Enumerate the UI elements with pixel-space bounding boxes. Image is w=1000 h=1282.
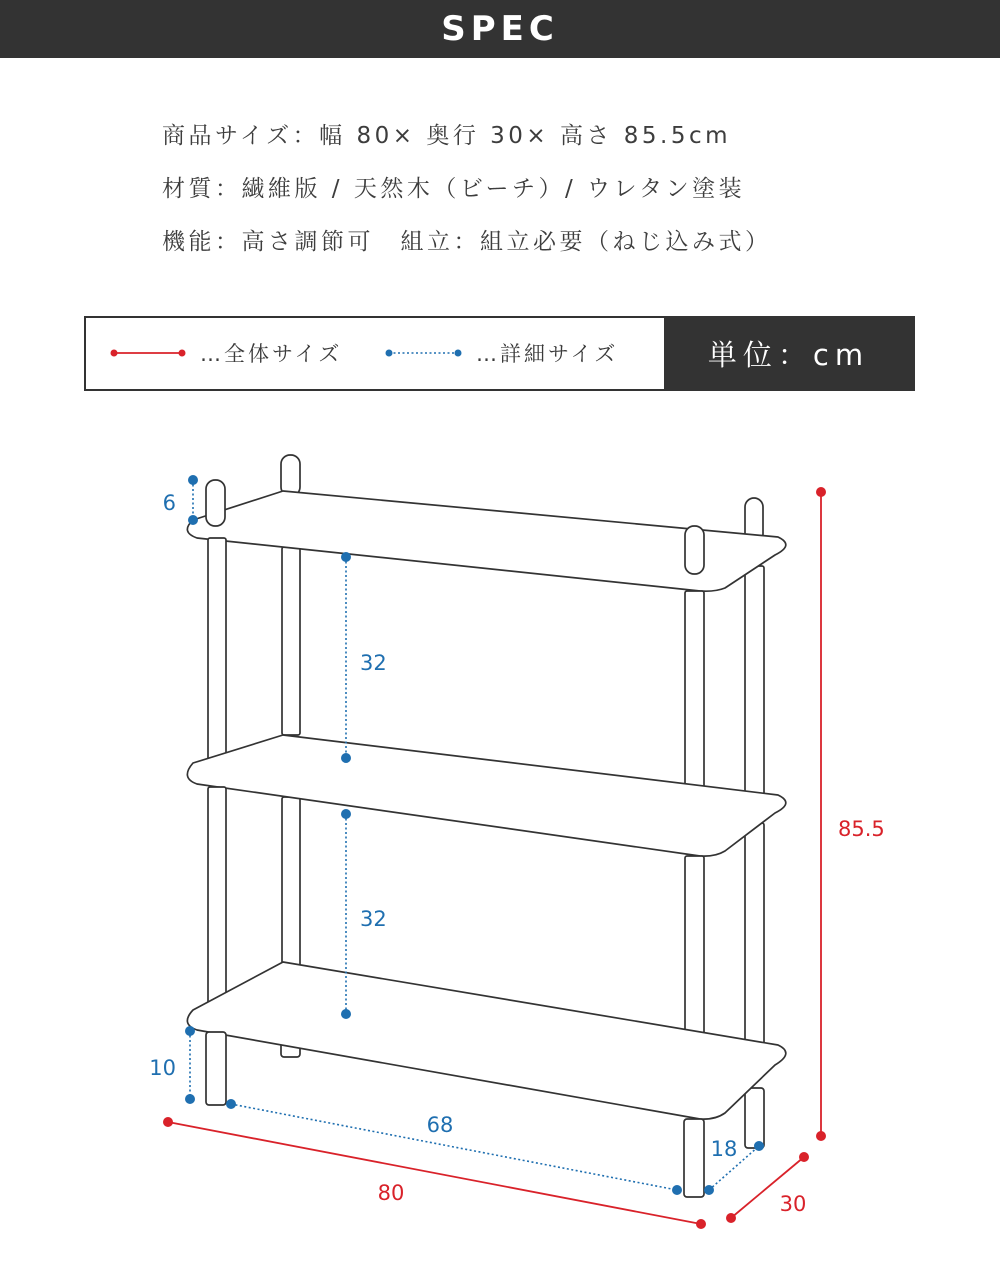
dim-total-depth-dot-a [726, 1213, 736, 1223]
peg-front-right-top [685, 526, 704, 574]
dim-gap-lower-label: 32 [360, 907, 387, 931]
dim-inner-depth-label: 18 [710, 1137, 738, 1161]
dim-total-width-line [168, 1122, 701, 1224]
dim-leg-dot-a [185, 1026, 195, 1036]
dim-total-height-dot-a [816, 487, 826, 497]
dim-top-peg-dot-a [188, 475, 198, 485]
dim-total-height-label: 85.5 [838, 817, 885, 841]
dim-gap-lower-dot-b [341, 1009, 351, 1019]
dim-total-depth-dot-b [799, 1152, 809, 1162]
dim-inner-width-dot-a [226, 1099, 236, 1109]
dim-leg-label: 10 [149, 1056, 176, 1080]
dim-leg-dot-b [185, 1094, 195, 1104]
overall-size-label: …全体サイズ [200, 342, 343, 366]
spec-material: 材質：繊維版 / 天然木（ビーチ）/ ウレタン塗装 [162, 176, 746, 202]
spec-function: 機能：高さ調節可 組立：組立必要（ねじ込み式） [162, 229, 772, 255]
dim-gap-lower-dot-a [341, 809, 351, 819]
post-back-left-mid [282, 547, 300, 735]
header-title: SPEC [441, 9, 559, 49]
post-front-left-lower [208, 787, 226, 1017]
post-back-right-lower [745, 823, 764, 1055]
spec-size: 商品サイズ：幅 80× 奥行 30× 高さ 85.5cm [162, 123, 732, 149]
dim-top-peg-dot-b [188, 515, 198, 525]
dim-gap-upper-dot-b [341, 753, 351, 763]
leg-front-left [206, 1032, 226, 1105]
post-back-right-mid [745, 566, 764, 800]
dim-total-width-dot-a [163, 1117, 173, 1127]
post-front-left-upper [208, 538, 226, 772]
post-back-left-upper [281, 455, 300, 496]
dim-gap-upper-label: 32 [360, 651, 387, 675]
dim-total-height-dot-b [816, 1131, 826, 1141]
dim-top-peg-label: 6 [162, 491, 176, 515]
dim-total-width-label: 80 [377, 1181, 405, 1205]
dim-inner-depth-dot-b [754, 1141, 764, 1151]
leg-front-right [684, 1119, 704, 1197]
post-back-right-leg [745, 1088, 764, 1148]
post-front-right-lower [685, 856, 704, 1056]
dim-inner-depth-dot-a [704, 1185, 714, 1195]
dim-total-depth-label: 30 [779, 1192, 807, 1216]
post-back-left-lower [282, 797, 300, 972]
unit-label: 単位：cm [664, 318, 913, 389]
dim-inner-width-dot-b [672, 1185, 682, 1195]
detail-size-label: …詳細サイズ [476, 342, 619, 366]
dim-total-width-dot-b [696, 1219, 706, 1229]
dim-gap-upper-dot-a [341, 552, 351, 562]
dim-inner-width-label: 68 [426, 1113, 454, 1137]
peg-front-left-top [206, 480, 225, 526]
